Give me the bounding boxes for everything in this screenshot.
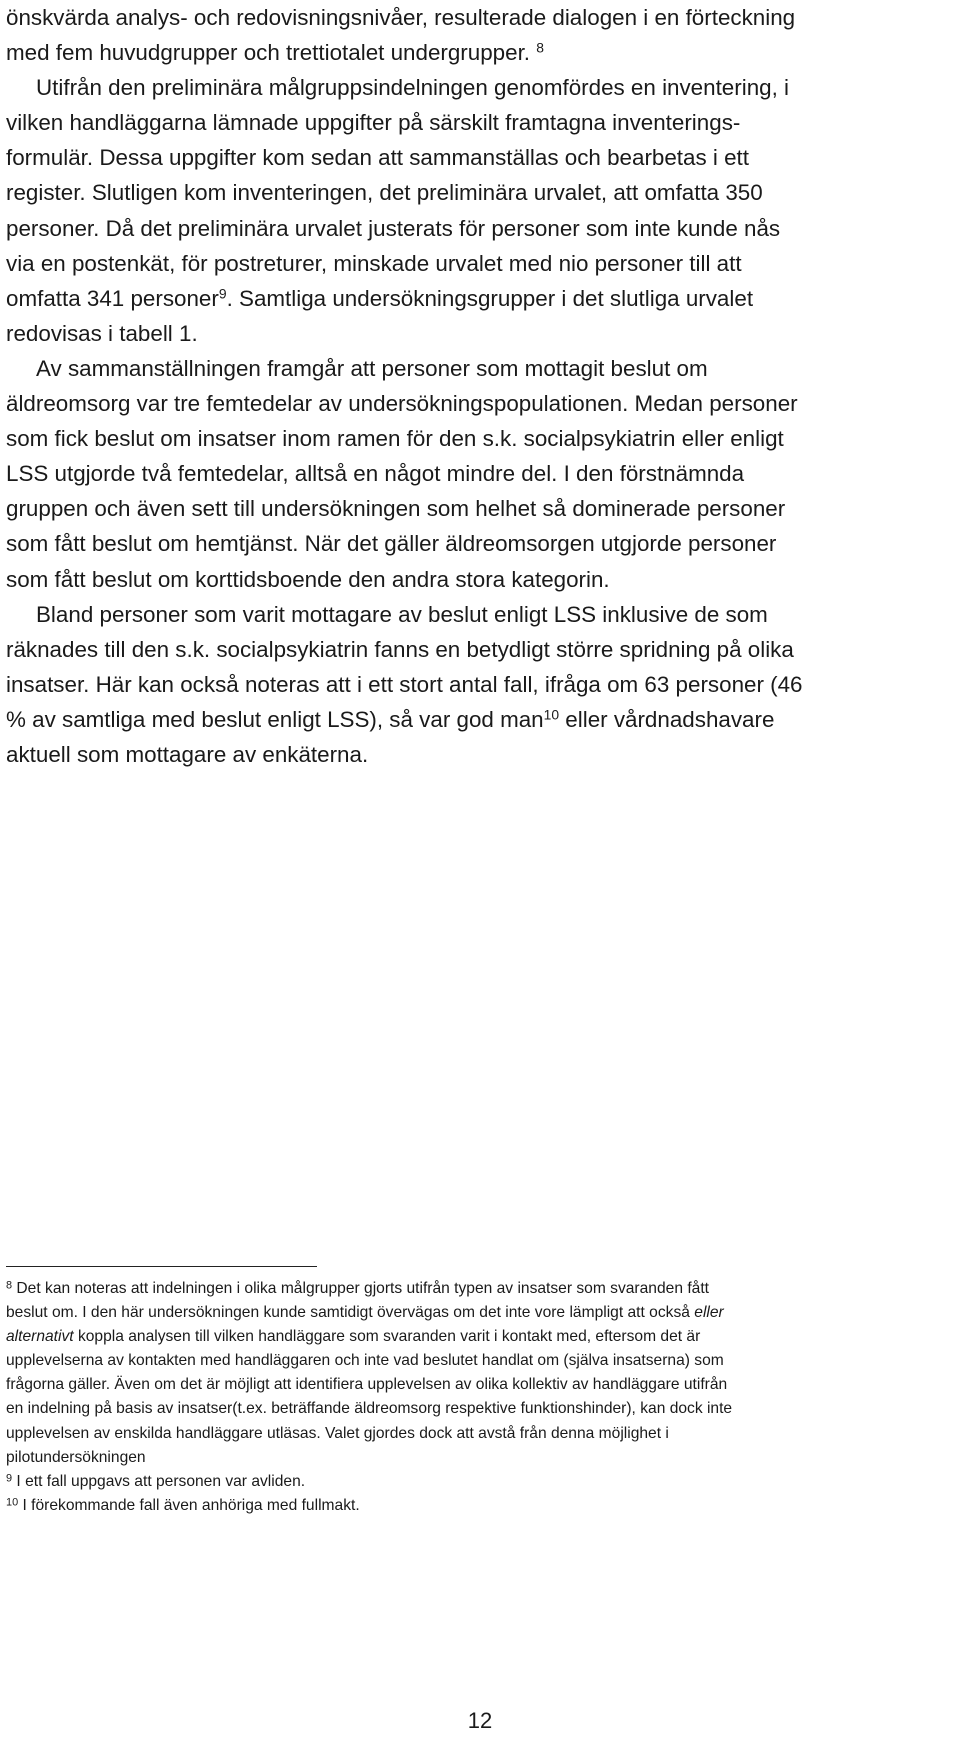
text-line: som fick beslut om insatser inom ramen för den s.k. socialpsykiatrin eller enligt xyxy=(6,426,784,452)
text-line: med fem huvudgrupper och trettiotalet undergrupper. $^8$ xyxy=(6,39,544,66)
footnote-number: 8 xyxy=(6,1279,13,1292)
text-line: formulär. Dessa uppgifter kom sedan att sammanställas och bearbetas i ett xyxy=(6,145,749,171)
footnote-line: upplevelserna av kontakten med handläggaren och inte vad beslutet handlat om (själva insatserna) som xyxy=(6,1352,724,1370)
footnote-line: upplevelsen av enskilda handläggare utläsas. Valet gjordes dock att avstå från denna möjlighet i xyxy=(6,1424,669,1442)
text-line: % av samtliga med beslut enligt LSS), så var god man$^{10}$ eller vårdnadshavare xyxy=(6,706,775,732)
text-line: aktuell som mottagare av enkäterna. xyxy=(6,741,369,767)
text-line: register. Slutligen kom inventeringen, det preliminära urvalet, att omfatta 350 xyxy=(6,180,763,206)
text-line: Utifrån den preliminära målgruppsindelningen genomfördes en inventering, i xyxy=(36,75,790,101)
footnote-line: frågorna gäller. Även om det är möjligt att identifiera upplevelsen av olika kollektiv av handläggare utifrån xyxy=(6,1376,728,1394)
text-line: Bland personer som varit mottagare av beslut enligt LSS inklusive de som xyxy=(36,601,768,627)
footnote-line: alternativt koppla analysen till vilken handläggare som svaranden varit i kontakt med, eftersom det är xyxy=(6,1328,701,1346)
text-line: som fått beslut om hemtjänst. När det gäller äldreomsorgen utgjorde personer xyxy=(6,531,777,557)
text-line: som fått beslut om korttidsboende den andra stora kategorin. xyxy=(6,566,610,592)
footnote-separator xyxy=(6,1266,317,1267)
text-line: räknades till den s.k. socialpsykiatrin fanns en betydligt större spridning på olika xyxy=(6,636,794,662)
footnote-line: $^8$ Det kan noteras att indelningen i olika målgrupper gjorts utifrån typen av insatser som svaranden fått xyxy=(6,1279,709,1297)
footnote-ref[interactable]: 10 xyxy=(543,706,560,723)
footnote-number: 10 xyxy=(6,1496,19,1509)
text-line: redovisas i tabell 1. xyxy=(6,320,198,346)
text-line: LSS utgjorde två femtedelar, alltså en något mindre del. I den förstnämnda xyxy=(6,461,745,487)
footnote-line: en indelning på basis av insatser(t.ex. beträffande äldreomsorg respektive funktionshinder), kan dock inte xyxy=(6,1400,733,1418)
footnote-line: $^{10}$ I förekommande fall även anhöriga med fullmakt. xyxy=(6,1496,360,1514)
footnote-line: beslut om. I den här undersökningen kunde samtidigt övervägas om det inte vore lämpligt att också eller xyxy=(6,1304,724,1322)
text-line: omfatta 341 personer$^9$. Samtliga undersökningsgrupper i det slutliga urvalet xyxy=(6,285,754,311)
text-line: önskvärda analys- och redovisningsnivåer, resulterade dialogen i en förteckning xyxy=(6,5,796,30)
footnote-ref[interactable]: 9 xyxy=(218,285,227,302)
footnote-number: 9 xyxy=(6,1472,13,1485)
text-line: Av sammanställningen framgår att personer som mottagit beslut om xyxy=(36,355,708,381)
page-number: 12 xyxy=(467,1708,493,1733)
body-text xyxy=(6,0,950,772)
text-line: personer. Då det preliminära urvalet justerats för personer som inte kunde nås xyxy=(6,215,781,241)
footnotes xyxy=(6,1277,954,1518)
footnote-line: pilotundersökningen xyxy=(6,1448,146,1466)
text-line: insatser. Här kan också noteras att i ett stort antal fall, ifråga om 63 personer (46 xyxy=(6,671,803,697)
text-line: via en postenkät, för postreturer, minskade urvalet med nio personer till att xyxy=(6,250,742,276)
footnote-ref[interactable]: 8 xyxy=(536,39,544,56)
text-line: äldreomsorg var tre femtedelar av undersökningspopulationen. Medan personer xyxy=(6,391,798,417)
text-line: gruppen och även sett till undersökningen som helhet så dominerade personer xyxy=(6,496,786,522)
footnote-line: $^9$ I ett fall uppgavs att personen var avliden. xyxy=(6,1472,306,1490)
text-line: vilken handläggarna lämnade uppgifter på särskilt framtagna inventerings- xyxy=(6,110,741,136)
